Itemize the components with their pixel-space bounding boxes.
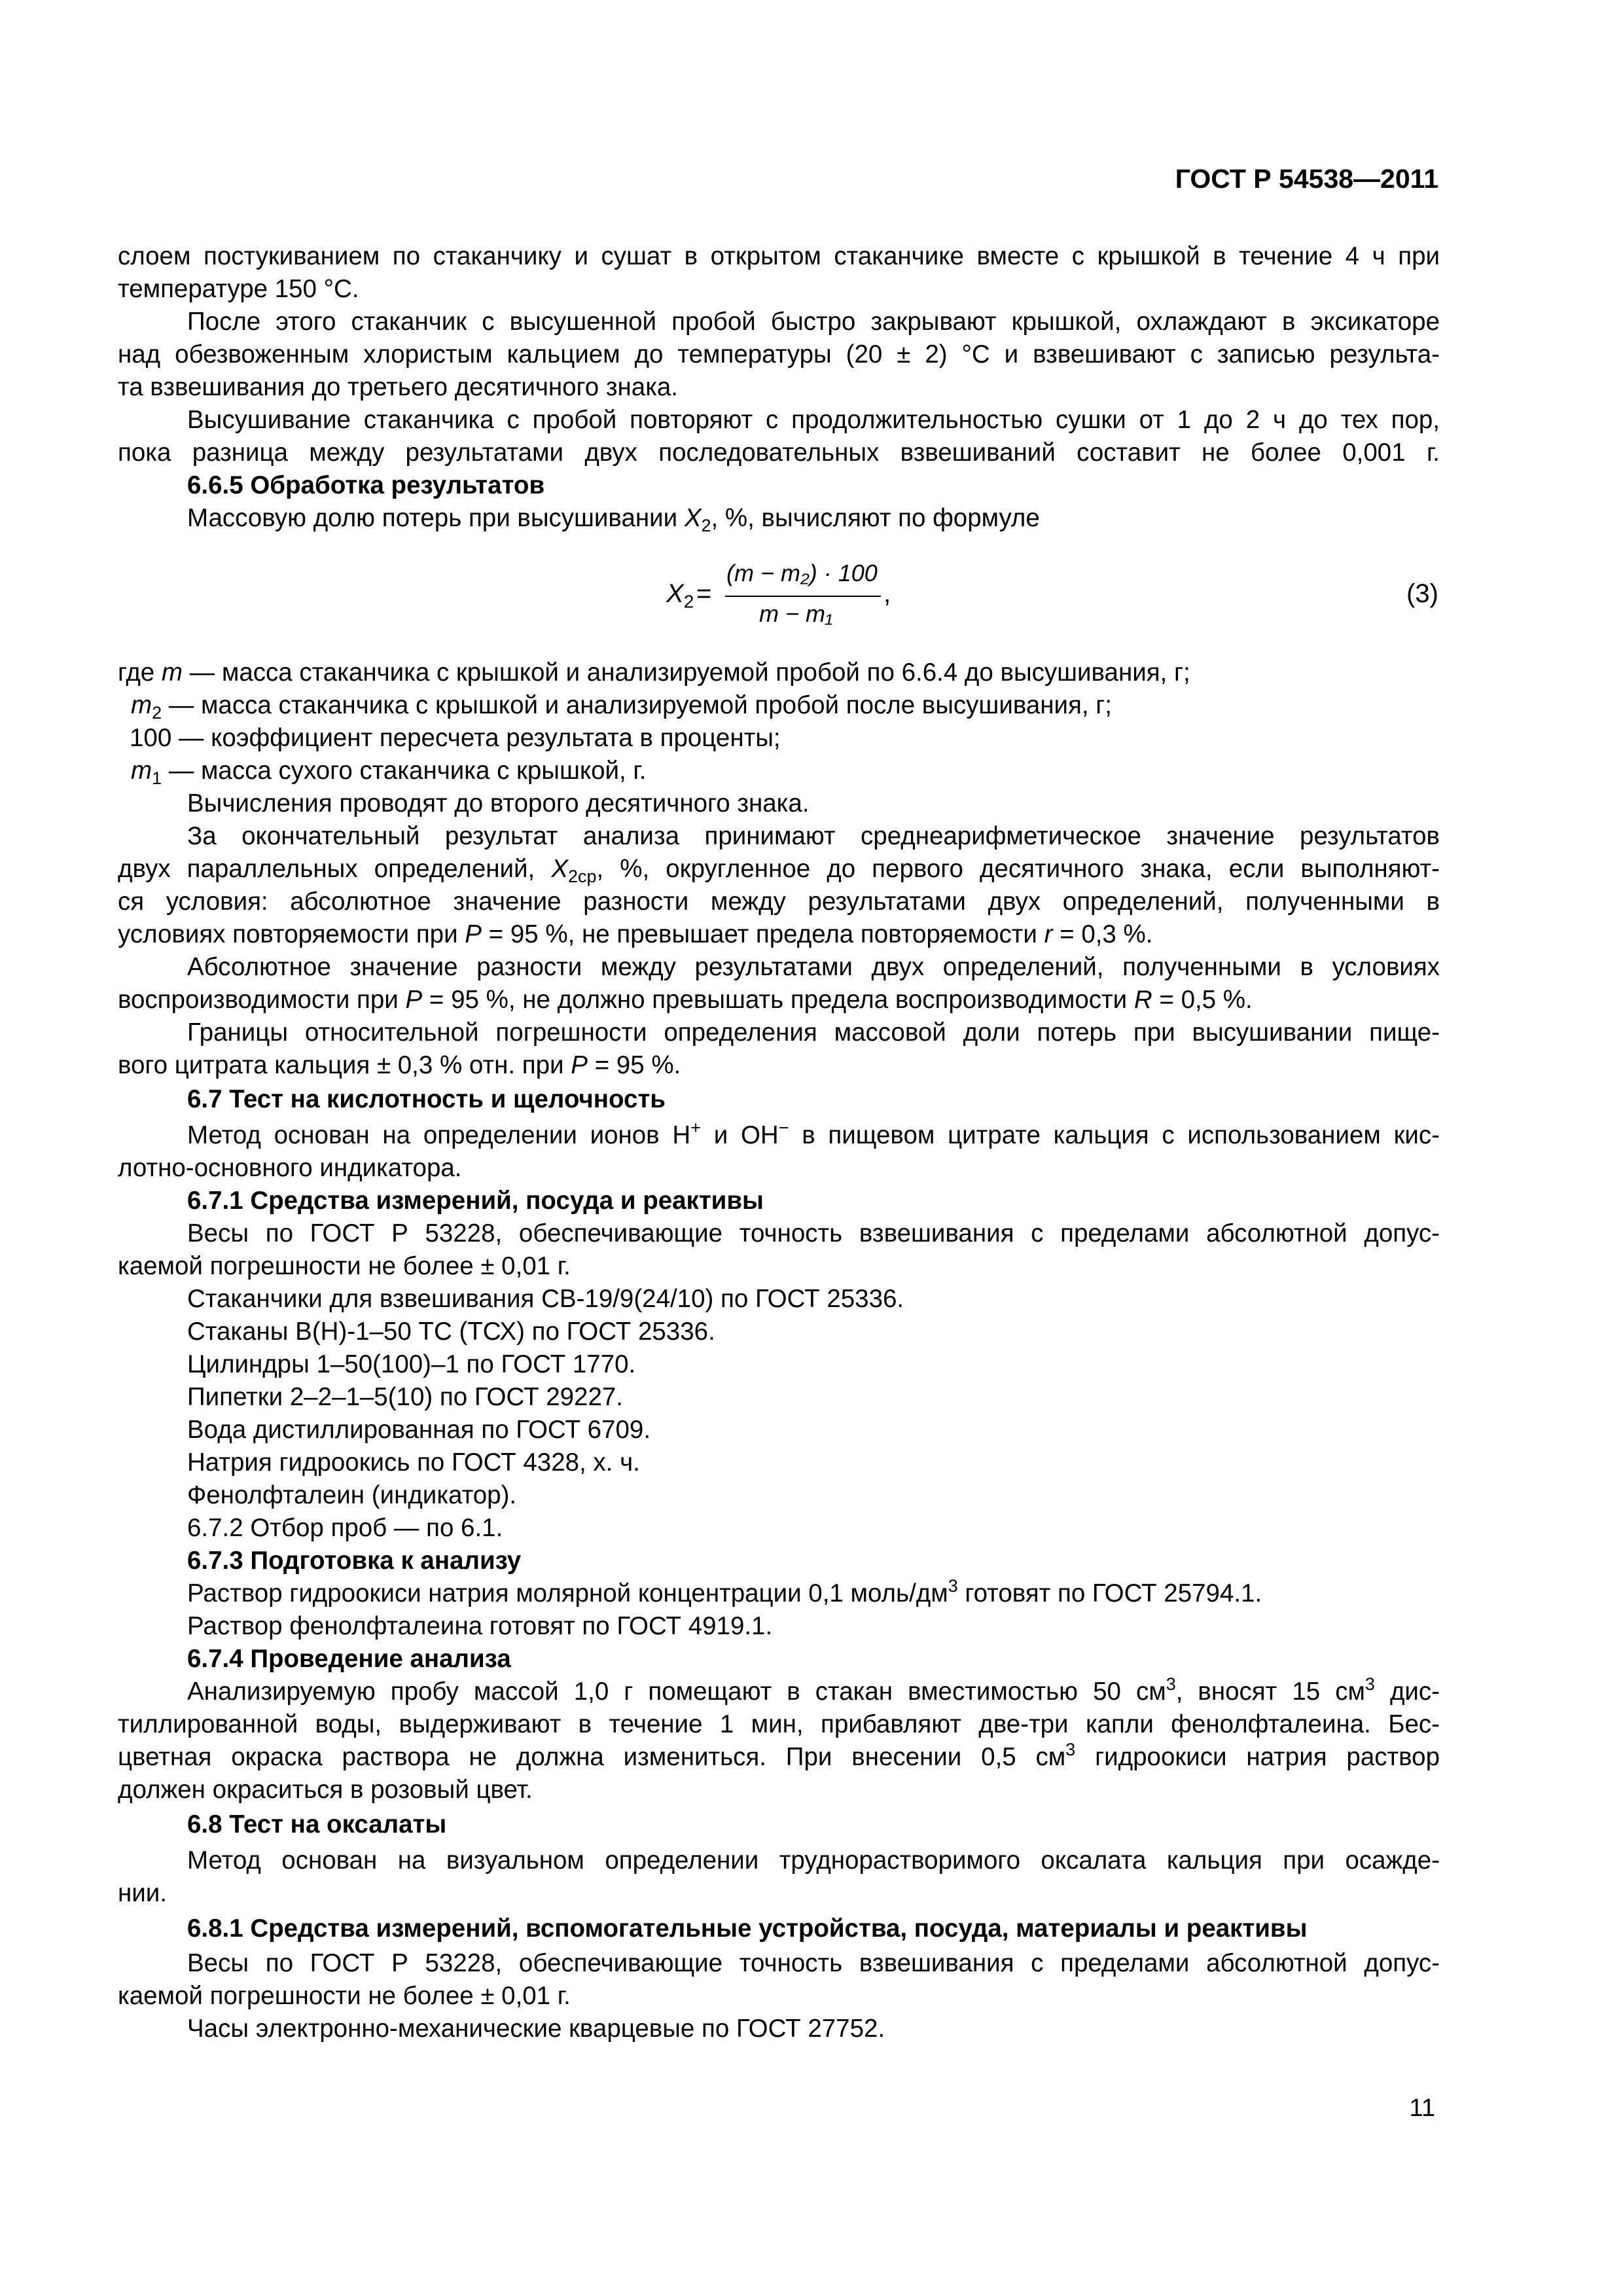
formula-numerator: (m − m₂) · 100 (726, 560, 878, 586)
section-heading: 6.6.5 Обработка результатов (187, 471, 545, 499)
text-line: воспроизводимости при P = 95 %, не должно превышать предела воспроизводимости R = 0,5 %. (118, 986, 1253, 1014)
section-heading: 6.7.4 Проведение анализа (187, 1645, 511, 1673)
text-line: Весы по ГОСТ Р 53228, обеспечивающие точность взвешивания с пределами абсолютной допус- (187, 1219, 1440, 1247)
text-line: каемой погрешности не более ± 0,01 г. (118, 1252, 571, 1280)
formula-3 (654, 560, 916, 645)
text-line: Стаканчики для взвешивания СВ-19/9(24/10) по ГОСТ 25336. (187, 1285, 904, 1313)
text-line: Натрия гидроокись по ГОСТ 4328, х. ч. (187, 1448, 640, 1477)
text-line: ся условия: абсолютное значение разности между результатами двух определений, полученными в (118, 888, 1440, 916)
formula-equals: = (696, 579, 712, 608)
text-line: 100 — коэффициент пересчета результата в проценты; (130, 724, 781, 752)
formula-denominator: m − m₁ (759, 600, 833, 627)
section-heading: 6.7 Тест на кислотность и щелочность (187, 1085, 666, 1113)
text-line: $m_2$ — масса стаканчика с крышкой и анализируемой пробой после высушивания, г; (131, 691, 1113, 723)
text-line: Стаканы В(Н)-1–50 ТС (ТСХ) по ГОСТ 25336. (187, 1318, 715, 1346)
text-line: Раствор гидроокиси натрия молярной концентрации 0,1 моль/$дм^3$ готовят по ГОСТ 25794.1. (187, 1576, 1262, 1607)
text-line: Анализируемую пробу массой 1,0 г помещают в стакан вместимостью 50 $см^3$, вносят 15 $см^3$ дис- (187, 1674, 1440, 1706)
text-line: та взвешивания до третьего десятичного знака. (118, 373, 678, 401)
text-line: Раствор фенолфталеина готовят по ГОСТ 4919.1. (187, 1612, 773, 1640)
equation-number: (3) (1406, 579, 1438, 608)
section-heading: 6.8 Тест на оксалаты (187, 1810, 447, 1839)
text-line: Весы по ГОСТ Р 53228, обеспечивающие точность взвешивания с пределами абсолютной допус- (187, 1949, 1440, 1977)
text-line: вого цитрата кальция ± 0,3 % отн. при P = 95 %. (118, 1051, 681, 1079)
text-line: Массовую долю потерь при высушивании $X_2$, %, вычисляют по формуле (187, 504, 1040, 536)
text-line: пока разница между результатами двух последовательных взвешиваний составит не более 0,001 г. (118, 439, 1440, 467)
text-line: 6.7.2 Отбор проб — по 6.1. (187, 1514, 503, 1542)
text-line: нии. (118, 1879, 167, 1907)
formula-comma: , (883, 579, 891, 608)
text-line: двух параллельных определений, $X_{2ср}$, %, округленное до первого десятичного знака, если выполняют- (118, 855, 1440, 887)
text-line: Абсолютное значение разности между результатами двух определений, полученными в условиях (187, 953, 1440, 981)
text-line: лотно-основного индикатора. (118, 1154, 462, 1182)
text-line: $m_1$ — масса сухого стаканчика с крышкой, г. (131, 757, 647, 789)
text-line: Цилиндры 1–50(100)–1 по ГОСТ 1770. (187, 1350, 636, 1378)
document-header: ГОСТ Р 54538—2011 (1175, 164, 1438, 194)
text-line: температуре 150 °С. (118, 275, 359, 303)
page-number: 11 (1409, 2094, 1435, 2122)
text-line: Высушивание стаканчика с пробой повторяют с продолжительностью сушки от 1 до 2 ч до тех пор, (187, 406, 1440, 434)
text-line: цветная окраска раствора не должна измениться. При внесении 0,5 $см^3$ гидроокиси натрия раствор (118, 1740, 1440, 1771)
text-line: Метод основан на определении ионов Н+ и ОН− в пищевом цитрате кальция с использованием кис- (187, 1118, 1440, 1149)
text-line: Границы относительной погрешности определения массовой доли потерь при высушивании пище- (187, 1018, 1440, 1047)
text-line: каемой погрешности не более ± 0,01 г. (118, 1982, 571, 2010)
text-line: Вычисления проводят до второго десятичного знака. (187, 789, 810, 817)
section-heading: 6.8.1 Средства измерений, вспомогательные устройства, посуда, материалы и реактивы (187, 1914, 1308, 1943)
text-line: тиллированной воды, выдерживают в течение 1 мин, прибавляют две-три капли фенолфталеина. Бес- (118, 1710, 1440, 1738)
fraction-bar (725, 596, 881, 597)
text-line: над обезвоженным хлористым кальцием до температуры (20 ± 2) °С и взвешивают с записью результа- (118, 340, 1440, 368)
text-line: слоем постукиванием по стаканчику и сушат в открытом стаканчике вместе с крышкой в течение 4 ч при (118, 242, 1440, 270)
text-line: Пипетки 2–2–1–5(10) по ГОСТ 29227. (187, 1383, 623, 1411)
text-line: Часы электронно-механические кварцевые по ГОСТ 27752. (187, 2015, 885, 2043)
text-line: Метод основан на визуальном определении труднорастворимого оксалата кальция при осажде- (187, 1846, 1440, 1874)
text-line: После этого стаканчик с высушенной пробой быстро закрывают крышкой, охлаждают в эксикаторе (187, 308, 1440, 336)
text-line: условиях повторяемости при P = 95 %, не превышает предела повторяемости r = 0,3 %. (118, 920, 1153, 948)
text-line: должен окраситься в розовый цвет. (118, 1776, 533, 1804)
formula-lhs: $X_2$ (666, 579, 694, 612)
text-line: За окончательный результат анализа принимают среднеарифметическое значение результатов (187, 822, 1440, 850)
text-line: Фенолфталеин (индикатор). (187, 1481, 517, 1509)
section-heading: 6.7.1 Средства измерений, посуда и реактивы (187, 1187, 764, 1215)
text-line: где m — масса стаканчика с крышкой и анализируемой пробой по 6.6.4 до высушивания, г; (118, 658, 1190, 687)
section-heading: 6.7.3 Подготовка к анализу (187, 1547, 522, 1575)
text-line: Вода дистиллированная по ГОСТ 6709. (187, 1416, 651, 1444)
